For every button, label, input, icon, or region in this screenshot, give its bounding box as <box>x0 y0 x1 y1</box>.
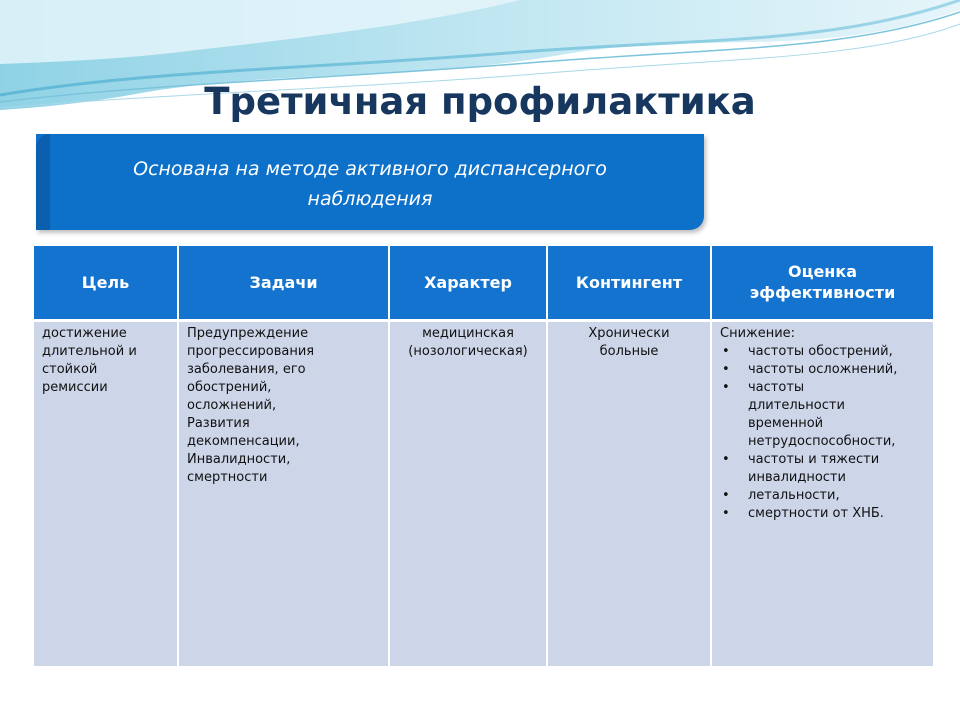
character-text: медицинская (нозологическая) <box>408 325 528 359</box>
tasks-text: Предупреждение прогрессирования заболевания, его обострений, осложнений, Развития декомпенсации, Инвалидности, смертности <box>187 325 315 485</box>
header-goal: Цель <box>34 246 178 320</box>
cell-contingent <box>547 320 711 666</box>
header-character: Характер <box>389 246 547 320</box>
header-effectiveness: Оценка эффективности <box>711 246 933 320</box>
table-header-row <box>34 246 933 320</box>
cell-goal <box>34 320 178 666</box>
contingent-text: Хронически больные <box>588 325 670 359</box>
list-item: • частоты длительности временной нетрудоспособности, <box>720 379 925 451</box>
list-item: • летальности, <box>720 487 925 505</box>
cell-tasks <box>178 320 389 666</box>
banner-text: Основана на методе активного диспансерного наблюдения <box>133 158 607 210</box>
goal-text: достижение длительной и стойкой ремиссии <box>42 325 137 395</box>
list-item: • частоты осложнений, <box>720 361 925 379</box>
list-item: • частоты и тяжести инвалидности <box>720 451 925 487</box>
cell-effectiveness <box>711 320 933 666</box>
effectiveness-intro: Снижение: <box>720 325 796 341</box>
prevention-table <box>34 246 933 666</box>
cell-character <box>389 320 547 666</box>
effectiveness-list <box>720 343 925 523</box>
list-item: • смертности от ХНБ. <box>720 505 925 523</box>
table-row <box>34 320 933 666</box>
list-item: • частоты обострений, <box>720 343 925 361</box>
slide-title: Третичная профилактика <box>204 80 756 123</box>
banner-tab <box>36 134 50 230</box>
header-tasks: Задачи <box>178 246 389 320</box>
header-contingent: Контингент <box>547 246 711 320</box>
